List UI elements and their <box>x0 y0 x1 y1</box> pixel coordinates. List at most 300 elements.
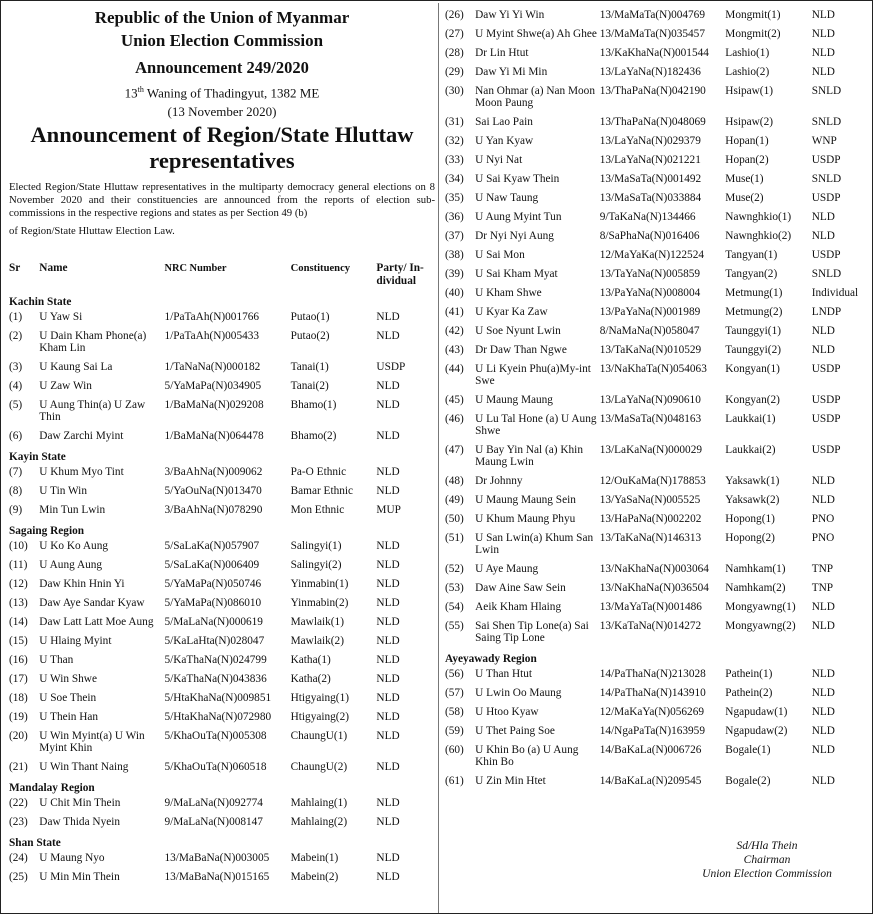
cell-name: U Li Kyein Phu(a)My-int Swe <box>475 363 591 387</box>
cell-party: MUP <box>376 504 401 517</box>
cell-name: Daw Thida Nyein <box>39 816 121 829</box>
cell-party: NLD <box>811 66 835 78</box>
cell-name: U Nyi Nat <box>475 154 523 166</box>
header-sr: Sr <box>9 262 21 275</box>
region-heading: Sagaing Region <box>9 525 85 538</box>
cell-name: U Lu Tal Hone (a) U Aung Shwe <box>475 413 597 437</box>
cell-nrc: 8/SaPhaNa(N)016406 <box>599 230 700 242</box>
cell-nrc: 9/MaLaNa(N)092774 <box>164 797 263 810</box>
cell-party: USDP <box>811 249 841 261</box>
cell-party: SNLD <box>811 173 842 185</box>
table-row <box>9 654 435 673</box>
table-row <box>9 871 435 890</box>
cell-sr: (59) <box>445 725 464 737</box>
cell-nrc: 5/KhaOuTa(N)005308 <box>164 730 267 743</box>
table-row <box>445 85 870 116</box>
cell-name: Sai Lao Pain <box>475 116 533 128</box>
cell-sr: (6) <box>9 430 23 443</box>
cell-nrc: 5/YaMaPa(N)050746 <box>164 578 262 591</box>
cell-constituency: Mawlaik(1) <box>290 616 344 629</box>
cell-nrc: 14/BaKaLa(N)209545 <box>599 775 702 787</box>
cell-party: NLD <box>811 706 835 718</box>
table-row <box>9 361 435 380</box>
cell-constituency: Yaksawk(2) <box>725 494 780 506</box>
table-row <box>445 28 870 47</box>
announcement-number: Announcement 249/2020 <box>135 58 309 77</box>
table-row <box>9 797 435 816</box>
cell-nrc: 5/KaThaNa(N)043836 <box>164 673 267 686</box>
table-row <box>445 394 870 413</box>
cell-party: NLD <box>376 635 400 648</box>
cell-constituency: Tangyan(2) <box>725 268 778 280</box>
cell-nrc: 13/ThaPaNa(N)042190 <box>599 85 706 97</box>
cell-constituency: Lashio(1) <box>725 47 770 59</box>
cell-nrc: 13/MaMaTa(N)004769 <box>599 9 705 21</box>
table-row <box>9 559 435 578</box>
cell-nrc: 13/MaBaNa(N)015165 <box>164 871 270 884</box>
cell-name: U Bay Yin Nal (a) Khin Maung Lwin <box>475 444 583 468</box>
table-row <box>445 268 870 287</box>
cell-constituency: Taunggyi(2) <box>725 344 781 356</box>
table-row <box>445 444 870 475</box>
cell-constituency: Mongyawng(2) <box>725 620 796 632</box>
cell-nrc: 13/MaYaTa(N)001486 <box>599 601 702 613</box>
table-row <box>445 192 870 211</box>
cell-sr: (22) <box>9 797 28 810</box>
cell-sr: (32) <box>445 135 464 147</box>
cell-nrc: 5/YaMaPa(N)034905 <box>164 380 262 393</box>
cell-constituency: Muse(2) <box>725 192 764 204</box>
cell-name: U Naw Taung <box>475 192 539 204</box>
cell-nrc: 5/HtaKhaNa(N)072980 <box>164 711 272 724</box>
cell-sr: (42) <box>445 325 464 337</box>
table-row <box>9 635 435 654</box>
cell-party: SNLD <box>811 268 842 280</box>
cell-sr: (12) <box>9 578 28 591</box>
cell-party: USDP <box>811 363 841 375</box>
cell-constituency: Taunggyi(1) <box>725 325 781 337</box>
cell-sr: (17) <box>9 673 28 686</box>
cell-name: U Kham Shwe <box>475 287 542 299</box>
cell-constituency: ChaungU(1) <box>290 730 348 743</box>
cell-constituency: Mongmit(2) <box>725 28 781 40</box>
table-header-row <box>9 262 435 294</box>
cell-name: U Thein Han <box>39 711 99 724</box>
table-row <box>445 116 870 135</box>
date-suffix: th <box>137 85 144 94</box>
date-day: 13 <box>124 85 138 101</box>
table-row <box>445 325 870 344</box>
cell-party: NLD <box>811 28 835 40</box>
cell-sr: (28) <box>445 47 464 59</box>
cell-party: NLD <box>376 485 400 498</box>
cell-constituency: Putao(1) <box>290 311 330 324</box>
cell-sr: (43) <box>445 344 464 356</box>
cell-party: NLD <box>811 601 835 613</box>
cell-party: TNP <box>811 563 834 575</box>
cell-party: NLD <box>376 399 400 412</box>
cell-name: Daw Yi Mi Min <box>475 66 548 78</box>
cell-party: NLD <box>811 47 835 59</box>
table-row <box>445 66 870 85</box>
cell-nrc: 13/NaKhaTa(N)054063 <box>599 363 707 375</box>
cell-party: NLD <box>376 466 400 479</box>
cell-nrc: 9/TaKaNa(N)134466 <box>599 211 696 223</box>
cell-constituency: Namhkam(1) <box>725 563 786 575</box>
cell-nrc: 1/PaTaAh(N)005433 <box>164 330 260 343</box>
cell-name: Daw Aye Sandar Kyaw <box>39 597 145 610</box>
cell-sr: (29) <box>445 66 464 78</box>
table-row <box>9 730 435 761</box>
header-name: Name <box>39 262 68 275</box>
cell-sr: (39) <box>445 268 464 280</box>
cell-name: U Win Myint(a) U Win Myint Khin <box>39 730 145 755</box>
country-name: Republic of the Union of Myanmar <box>94 8 350 27</box>
cell-constituency: Tanai(1) <box>290 361 329 374</box>
cell-party: NLD <box>376 616 400 629</box>
cell-name: U San Lwin(a) Khum San Lwin <box>475 532 594 556</box>
cell-sr: (5) <box>9 399 23 412</box>
cell-nrc: 14/PaThaNa(N)143910 <box>599 687 706 699</box>
cell-party: USDP <box>811 394 841 406</box>
cell-nrc: 13/MaMaTa(N)035457 <box>599 28 705 40</box>
table-row <box>445 287 870 306</box>
cell-nrc: 5/YaMaPa(N)086010 <box>164 597 262 610</box>
cell-nrc: 13/NaKhaNa(N)036504 <box>599 582 709 594</box>
cell-sr: (45) <box>445 394 464 406</box>
cell-nrc: 13/LaYaNa(N)182436 <box>599 66 701 78</box>
header-party: Party/ In-dividual <box>376 262 424 288</box>
cell-constituency: Kongyan(2) <box>725 394 780 406</box>
cell-sr: (47) <box>445 444 464 456</box>
cell-nrc: 14/BaKaLa(N)006726 <box>599 744 702 756</box>
cell-nrc: 12/OuKaMa(N)178853 <box>599 475 706 487</box>
cell-constituency: Yinmabin(1) <box>290 578 349 591</box>
cell-party: NLD <box>376 330 400 343</box>
cell-name: Dr Daw Than Ngwe <box>475 344 567 356</box>
cell-sr: (14) <box>9 616 28 629</box>
cell-nrc: 12/MaKaYa(N)056269 <box>599 706 704 718</box>
table-row <box>445 211 870 230</box>
table-row <box>445 563 870 582</box>
cell-nrc: 5/SaLaKa(N)057907 <box>164 540 260 553</box>
cell-constituency: Pathein(1) <box>725 668 773 680</box>
region-heading-row <box>9 523 435 540</box>
cell-sr: (53) <box>445 582 464 594</box>
cell-name: Sai Shen Tip Lone(a) Sai Saing Tip Lone <box>475 620 589 644</box>
cell-sr: (4) <box>9 380 23 393</box>
cell-sr: (51) <box>445 532 464 544</box>
cell-name: Daw Aine Saw Sein <box>475 582 566 594</box>
cell-sr: (26) <box>445 9 464 21</box>
masthead <box>9 6 435 121</box>
cell-sr: (54) <box>445 601 464 613</box>
cell-party: PNO <box>811 513 835 525</box>
cell-constituency: Putao(2) <box>290 330 330 343</box>
cell-constituency: Bogale(2) <box>725 775 771 787</box>
cell-name: Min Tun Lwin <box>39 504 106 517</box>
cell-sr: (38) <box>445 249 464 261</box>
cell-sr: (16) <box>9 654 28 667</box>
cell-party: NLD <box>376 852 400 865</box>
cell-name: U Lwin Oo Maung <box>475 687 562 699</box>
table-row <box>9 466 435 485</box>
cell-sr: (40) <box>445 287 464 299</box>
cell-constituency: Hopong(2) <box>725 532 775 544</box>
cell-constituency: Lashio(2) <box>725 66 770 78</box>
cell-nrc: 13/LaYaNa(N)029379 <box>599 135 701 147</box>
cell-sr: (34) <box>445 173 464 185</box>
cell-sr: (20) <box>9 730 28 743</box>
cell-nrc: 13/MaSaTa(N)001492 <box>599 173 702 185</box>
representatives-table-right <box>445 9 870 794</box>
cell-name: U Khin Bo (a) U Aung Khin Bo <box>475 744 579 768</box>
cell-constituency: Metmung(2) <box>725 306 783 318</box>
cell-constituency: Ngapudaw(2) <box>725 725 788 737</box>
region-heading: Kachin State <box>9 296 72 309</box>
cell-nrc: 13/TaKaNa(N)146313 <box>599 532 702 544</box>
region-heading: Ayeyawady Region <box>445 653 537 665</box>
cell-sr: (9) <box>9 504 23 517</box>
cell-name: U Aung Aung <box>39 559 103 572</box>
region-heading-row <box>9 835 435 852</box>
cell-party: NLD <box>376 673 400 686</box>
cell-name: U Win Thant Naing <box>39 761 129 774</box>
cell-nrc: 5/KaThaNa(N)024799 <box>164 654 267 667</box>
cell-constituency: Salingyi(2) <box>290 559 342 572</box>
cell-nrc: 13/LaYaNa(N)021221 <box>599 154 701 166</box>
cell-sr: (27) <box>445 28 464 40</box>
cell-sr: (37) <box>445 230 464 242</box>
cell-nrc: 13/NaKhaNa(N)003064 <box>599 563 709 575</box>
cell-constituency: Yinmabin(2) <box>290 597 349 610</box>
table-row <box>445 494 870 513</box>
table-row <box>445 363 870 394</box>
header-constituency: Constituency <box>290 263 351 275</box>
cell-sr: (48) <box>445 475 464 487</box>
cell-party: NLD <box>811 325 835 337</box>
cell-sr: (61) <box>445 775 464 787</box>
cell-name: U Dain Kham Phone(a) Kham Lin <box>39 330 147 355</box>
cell-party: NLD <box>811 775 835 787</box>
cell-party: NLD <box>376 380 400 393</box>
cell-party: WNP <box>811 135 837 147</box>
cell-party: TNP <box>811 582 834 594</box>
table-row <box>9 330 435 361</box>
cell-constituency: Pa-O Ethnic <box>290 466 347 479</box>
cell-party: NLD <box>811 9 835 21</box>
table-row <box>9 430 435 449</box>
cell-name: U Zin Min Htet <box>475 775 546 787</box>
signature-title: Chairman <box>743 854 791 866</box>
cell-constituency: Mabein(1) <box>290 852 339 865</box>
cell-nrc: 13/LaKaNa(N)000029 <box>599 444 702 456</box>
cell-name: U Khum Myo Tint <box>39 466 124 479</box>
cell-name: U Min Min Thein <box>39 871 120 884</box>
cell-nrc: 14/NgaPaTa(N)163959 <box>599 725 705 737</box>
cell-nrc: 13/PaYaNa(N)008004 <box>599 287 701 299</box>
cell-party: NLD <box>811 668 835 680</box>
cell-sr: (31) <box>445 116 464 128</box>
cell-nrc: 13/KaTaNa(N)014272 <box>599 620 702 632</box>
cell-name: U Soe Thein <box>39 692 97 705</box>
cell-party: NLD <box>376 578 400 591</box>
intro-last-line: of Region/State Hluttaw Election Law. <box>9 225 175 238</box>
cell-party: NLD <box>376 654 400 667</box>
cell-nrc: 1/BaMaNa(N)029208 <box>164 399 264 412</box>
cell-party: NLD <box>376 871 400 884</box>
cell-name: U Kyar Ka Zaw <box>475 306 548 318</box>
table-row <box>445 620 870 651</box>
cell-constituency: Laukkai(1) <box>725 413 776 425</box>
table-row <box>445 775 870 794</box>
table-row <box>9 540 435 559</box>
cell-party: NLD <box>376 559 400 572</box>
cell-nrc: 13/TaYaNa(N)005859 <box>599 268 701 280</box>
cell-sr: (33) <box>445 154 464 166</box>
table-row <box>9 852 435 871</box>
cell-sr: (13) <box>9 597 28 610</box>
cell-name: U Yan Kyaw <box>475 135 534 147</box>
cell-party: NLD <box>811 344 835 356</box>
cell-name: U Tin Win <box>39 485 87 498</box>
cell-sr: (23) <box>9 816 28 829</box>
cell-sr: (19) <box>9 711 28 724</box>
cell-name: Nan Ohmar (a) Nan Moon Moon Paung <box>475 85 595 109</box>
cell-constituency: Bhamo(2) <box>290 430 337 443</box>
cell-constituency: Nawnghkio(1) <box>725 211 792 223</box>
cell-party: USDP <box>811 444 841 456</box>
intro-text: Elected Region/State Hluttaw representatives in the multiparty democracy general elections on 8 November 2020 and their constituencies are announced from the reports of election sub-commissions in the respective regions and states as per Section 49 (b) <box>9 181 435 220</box>
cell-constituency: Tangyan(1) <box>725 249 778 261</box>
right-column <box>445 9 870 794</box>
table-row <box>445 706 870 725</box>
cell-sr: (57) <box>445 687 464 699</box>
cell-sr: (3) <box>9 361 23 374</box>
cell-party: NLD <box>811 620 835 632</box>
cell-constituency: Bhamo(1) <box>290 399 337 412</box>
cell-name: U Sai Kyaw Thein <box>475 173 560 185</box>
cell-constituency: Mahlaing(2) <box>290 816 348 829</box>
cell-party: USDP <box>811 413 841 425</box>
cell-sr: (56) <box>445 668 464 680</box>
cell-constituency: Muse(1) <box>725 173 764 185</box>
cell-name: U Yaw Si <box>39 311 83 324</box>
table-row <box>445 687 870 706</box>
cell-nrc: 5/SaLaKa(N)006409 <box>164 559 260 572</box>
cell-sr: (46) <box>445 413 464 425</box>
cell-constituency: Namhkam(2) <box>725 582 786 594</box>
cell-nrc: 13/MaBaNa(N)003005 <box>164 852 270 865</box>
cell-sr: (21) <box>9 761 28 774</box>
cell-sr: (58) <box>445 706 464 718</box>
cell-sr: (11) <box>9 559 28 572</box>
cell-nrc: 13/MaSaTa(N)033884 <box>599 192 702 204</box>
cell-party: NLD <box>376 816 400 829</box>
cell-sr: (10) <box>9 540 28 553</box>
left-column <box>9 6 435 890</box>
cell-constituency: Hopong(1) <box>725 513 775 525</box>
cell-constituency: Kongyan(1) <box>725 363 780 375</box>
cell-constituency: Pathein(2) <box>725 687 773 699</box>
cell-sr: (52) <box>445 563 464 575</box>
cell-nrc: 5/MaLaNa(N)000619 <box>164 616 263 629</box>
cell-nrc: 5/KaLaHta(N)028047 <box>164 635 265 648</box>
cell-constituency: Salingyi(1) <box>290 540 342 553</box>
cell-name: U Sai Mon <box>475 249 525 261</box>
cell-name: U Htoo Kyaw <box>475 706 539 718</box>
region-heading-row <box>9 294 435 311</box>
cell-constituency: Katha(2) <box>290 673 331 686</box>
cell-nrc: 13/HaPaNa(N)002202 <box>599 513 702 525</box>
cell-party: LNDP <box>811 306 842 318</box>
cell-party: NLD <box>376 761 400 774</box>
cell-name: Aeik Kham Hlaing <box>475 601 562 613</box>
table-row <box>445 582 870 601</box>
cell-name: U Chit Min Thein <box>39 797 121 810</box>
cell-party: NLD <box>811 687 835 699</box>
cell-nrc: 14/PaThaNa(N)213028 <box>599 668 706 680</box>
cell-party: USDP <box>811 154 841 166</box>
announcement-title: Announcement of Region/State Hluttaw representatives <box>30 122 414 174</box>
table-row <box>445 475 870 494</box>
cell-constituency: Hsipaw(2) <box>725 116 773 128</box>
table-row <box>445 306 870 325</box>
cell-party: NLD <box>376 540 400 553</box>
table-row <box>445 9 870 28</box>
cell-party: NLD <box>811 494 835 506</box>
region-heading-row <box>445 651 870 668</box>
region-heading: Mandalay Region <box>9 782 95 795</box>
cell-name: U Aung Thin(a) U Zaw Thin <box>39 399 146 424</box>
table-row <box>9 673 435 692</box>
cell-nrc: 13/PaYaNa(N)001989 <box>599 306 701 318</box>
cell-party: Individual <box>811 287 859 299</box>
cell-constituency: Htigyaing(2) <box>290 711 349 724</box>
cell-party: NLD <box>811 230 835 242</box>
cell-name: U Myint Shwe(a) Ah Ghee <box>475 28 597 40</box>
cell-name: U Thet Paing Soe <box>475 725 555 737</box>
table-row <box>9 578 435 597</box>
cell-nrc: 3/BaAhNa(N)009062 <box>164 466 263 479</box>
cell-name: Daw Yi Yi Win <box>475 9 545 21</box>
table-row <box>445 135 870 154</box>
cell-nrc: 9/MaLaNa(N)008147 <box>164 816 263 829</box>
cell-constituency: Mabein(2) <box>290 871 339 884</box>
cell-sr: (49) <box>445 494 464 506</box>
cell-name: U Soe Nyunt Lwin <box>475 325 561 337</box>
cell-party: NLD <box>376 430 400 443</box>
cell-nrc: 12/MaYaKa(N)122524 <box>599 249 704 261</box>
table-row <box>9 816 435 835</box>
cell-name: U Kaung Sai La <box>39 361 113 374</box>
table-row <box>9 711 435 730</box>
cell-name: U Hlaing Myint <box>39 635 112 648</box>
cell-party: NLD <box>376 711 400 724</box>
cell-sr: (24) <box>9 852 28 865</box>
cell-party: PNO <box>811 532 835 544</box>
table-row <box>9 485 435 504</box>
cell-constituency: Hopan(2) <box>725 154 769 166</box>
cell-name: U Ko Ko Aung <box>39 540 109 553</box>
cell-constituency: Mawlaik(2) <box>290 635 344 648</box>
cell-name: U Win Shwe <box>39 673 97 686</box>
cell-nrc: 13/MaSaTa(N)048163 <box>599 413 702 425</box>
cell-constituency: Tanai(2) <box>290 380 329 393</box>
table-row <box>9 311 435 330</box>
cell-party: SNLD <box>811 85 842 97</box>
cell-name: Dr Johnny <box>475 475 523 487</box>
